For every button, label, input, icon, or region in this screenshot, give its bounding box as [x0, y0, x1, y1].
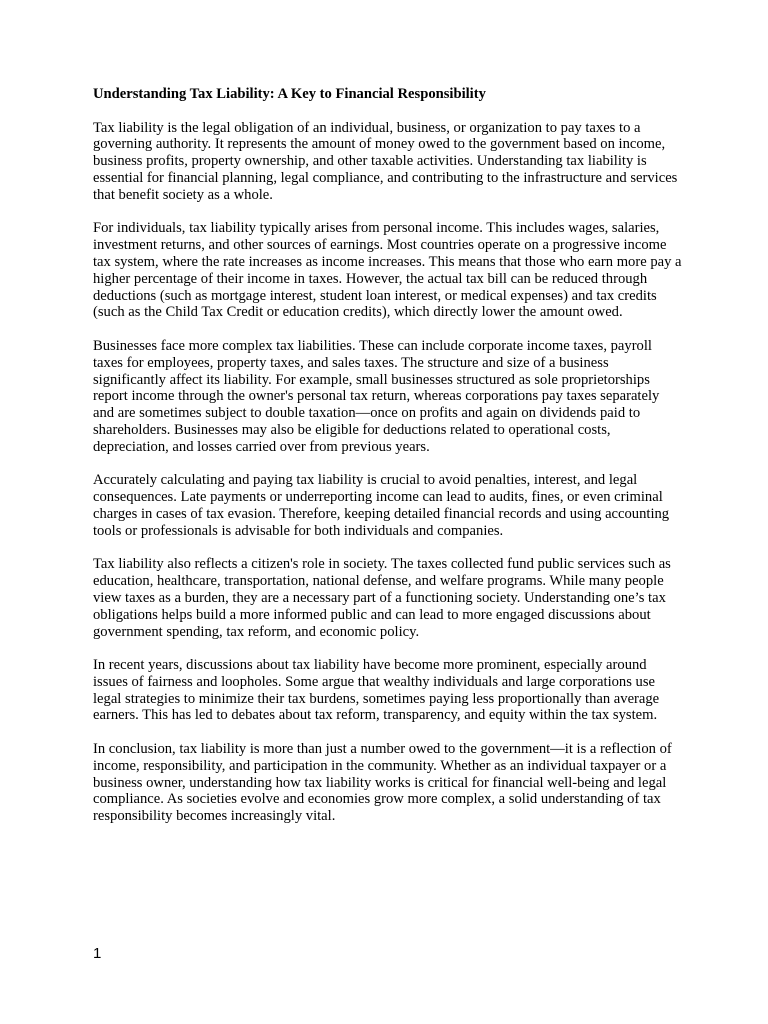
paragraph-3: Businesses face more complex tax liabilities. These can include corporate income taxes, payroll taxes for employees, property taxes, and sales taxes. The structure and size of a business significantly affect its liability. For example, small businesses structured as sole proprietorships report income through the owner's personal tax return, whereas corporations pay taxes separately and are sometimes subject to double taxation—once on profits and again on dividends paid to shareholders. Businesses may also be eligible for deductions related to operational costs, depreciation, and losses carried over from previous years. [93, 337, 660, 455]
document-title: Understanding Tax Liability: A Key to Financial Responsibility [93, 86, 486, 102]
paragraph-2: For individuals, tax liability typically arises from personal income. This includes wages, salaries, investment returns, and other sources of earnings. Most countries operate on a progressive income tax system, where the rate increases as income increases. This means that those who earn more pay a higher percentage of their income in taxes. However, the actual tax bill can be reduced through deductions (such as mortgage interest, student loan interest, or medical expenses) and tax credits (such as the Child Tax Credit or education credits), which directly lower the amount owed. [93, 220, 682, 321]
paragraph-1: Tax liability is the legal obligation of an individual, business, or organization to pay taxes to a governing authority. It represents the amount of money owed to the government based on income, business profits, property ownership, and other taxable activities. Understanding tax liability is essential for financial planning, legal compliance, and contributing to the infrastructure and services that benefit society as a whole. [93, 119, 678, 203]
document-body [93, 86, 683, 842]
paragraph-6: In recent years, discussions about tax liability have become more prominent, especially around issues of fairness and loopholes. Some argue that wealthy individuals and large corporations use legal strategies to minimize their tax burdens, sometimes paying less proportionally than average earners. This has led to debates about tax reform, transparency, and equity within the tax system. [93, 657, 660, 724]
paragraph-4: Accurately calculating and paying tax liability is crucial to avoid penalties, interest, and legal consequences. Late payments or underreporting income can lead to audits, fines, or even criminal charges in cases of tax evasion. Therefore, keeping detailed financial records and using accounting tools or professionals is advisable for both individuals and companies. [93, 472, 670, 539]
page-number: 1 [93, 945, 102, 962]
paragraph-5: Tax liability also reflects a citizen's role in society. The taxes collected fund public services such as education, healthcare, transportation, national defense, and welfare programs. While many people view taxes as a burden, they are a necessary part of a functioning society. Understanding one’s tax obligations helps build a more informed public and can lead to more engaged discussions about government spending, tax reform, and economic policy. [93, 556, 671, 640]
paragraph-7: In conclusion, tax liability is more than just a number owed to the government—it is a reflection of income, responsibility, and participation in the community. Whether as an individual taxpayer or a business owner, understanding how tax liability works is critical for financial well-being and legal compliance. As societies evolve and economies grow more complex, a solid understanding of tax responsibility becomes increasingly vital. [93, 741, 672, 825]
